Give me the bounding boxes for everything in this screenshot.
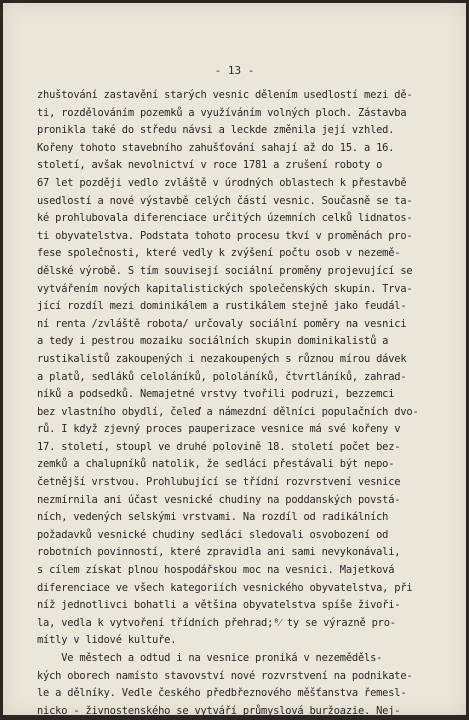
page-number: - 13 - xyxy=(214,64,255,77)
text-line: pronikla také do středu návsi a leckde změnila její vzhled. xyxy=(37,124,395,137)
text-line: dělské výrobě. S tím souvisejí sociální proměny projevující se xyxy=(37,264,413,277)
text-line: ních, vedených selskými vrstvami. Na rozdíl od radikálních xyxy=(37,511,389,524)
text-line: s cílem získat plnou hospodářskou moc na vesnici. Majetková xyxy=(37,564,395,577)
text-line: Ve městech a odtud i na vesnice proniká v nezeměděls- xyxy=(37,652,383,664)
text-line: kých oborech namísto stavovství nové rozvrstvení na podnikate- xyxy=(37,669,413,682)
text-line: rustikalistů zakoupených i nezakoupených s různou mírou dávek xyxy=(37,352,407,365)
text-line: usedlostí a nové výstavbě celých částí vesnic. Současně se ta- xyxy=(37,194,413,207)
text-line: požadavků vesnické chudiny sedláci sledovali osvobození od xyxy=(37,528,389,541)
text-line: Kořeny tohoto stavebního zahušťování sahají až do 15. a 16. xyxy=(37,141,395,154)
text-line: ti obyvatelstva. Podstata tohoto procesu tkví v proměnách pro- xyxy=(37,229,413,242)
text-line: 67 let později vedlo zvláště v úrodných oblastech k přestavbě xyxy=(37,176,407,189)
body-text xyxy=(37,87,447,715)
text-line: vytvářením nových kapitalistických společenských skupin. Trva- xyxy=(37,282,413,295)
text-line: mítly v lidové kultuře. xyxy=(37,634,177,647)
text-line: níž jednotlivci bohatli a většina obyvatelstva spíše živoři- xyxy=(37,599,401,612)
text-line: a platů, sedláků celoláníků, pololáníků, čtvrtláníků, zahrad- xyxy=(37,370,407,383)
text-line: zemků a chalupníků natolik, že sedláci přestávali být nepo- xyxy=(37,458,395,471)
text-line: le a dělníky. Vedle českého předbřeznového měšťanstva řemesl- xyxy=(37,687,407,700)
text-line: ti, rozdělováním pozemků a využíváním volných ploch. Zástavba xyxy=(37,106,407,119)
text-line: ké prohlubovala diferenciace určitých územních celků lidnatos- xyxy=(37,212,413,225)
text-line: a tedy i pestrou mozaiku sociálních skupin dominikalistů a xyxy=(37,335,389,348)
text-line: 17. století, stoupl ve druhé polovině 18. století počet bez- xyxy=(37,440,401,453)
text-line: četnější vrstvou. Prohlubující se třídní rozvrstvení vesnice xyxy=(37,476,401,489)
text-line: jící rozdíl mezi dominikálem a rustikálem stejně jako feudál- xyxy=(37,300,407,313)
text-line: rů. I když zjevný proces pauperizace vesnice má své kořeny v xyxy=(37,423,401,436)
text-line: fese společnosti, které vedly k zvýšení počtu osob v nezemě- xyxy=(37,247,401,260)
text-line: nicko - živnostenského se vytváří průmyslová buržoazie. Nej- xyxy=(37,704,401,715)
text-line: robotních povinností, které zpravidla ani sami nevykonávali, xyxy=(37,546,401,559)
text-line: la, vedla k vytvoření třídních přehrad;⁸⁄ ty se výrazně pro- xyxy=(37,616,396,629)
text-line: století, avšak nevolnictví v roce 1781 a zrušení roboty o xyxy=(37,159,383,172)
text-line: diferenciace ve všech kategoriích vesnického obyvatelstva, při xyxy=(37,581,413,594)
text-line: níků a podsedků. Nemajetné vrstvy tvořili podruzi, bezzemci xyxy=(37,388,395,401)
text-line: bez vlastního obydlí, čeleď a námezdní dělníci populačních dvo- xyxy=(37,405,419,418)
document-page xyxy=(3,3,466,715)
text-line: zhuštování zastavění starých vesnic dělením usedlostí mezi dě- xyxy=(37,89,413,101)
text-line: ní renta /zvláště robota/ určovaly sociální poměry na vesnici xyxy=(37,317,407,330)
text-line: nezmírnila ani účast vesnické chudiny na poddanských povstá- xyxy=(37,493,401,506)
